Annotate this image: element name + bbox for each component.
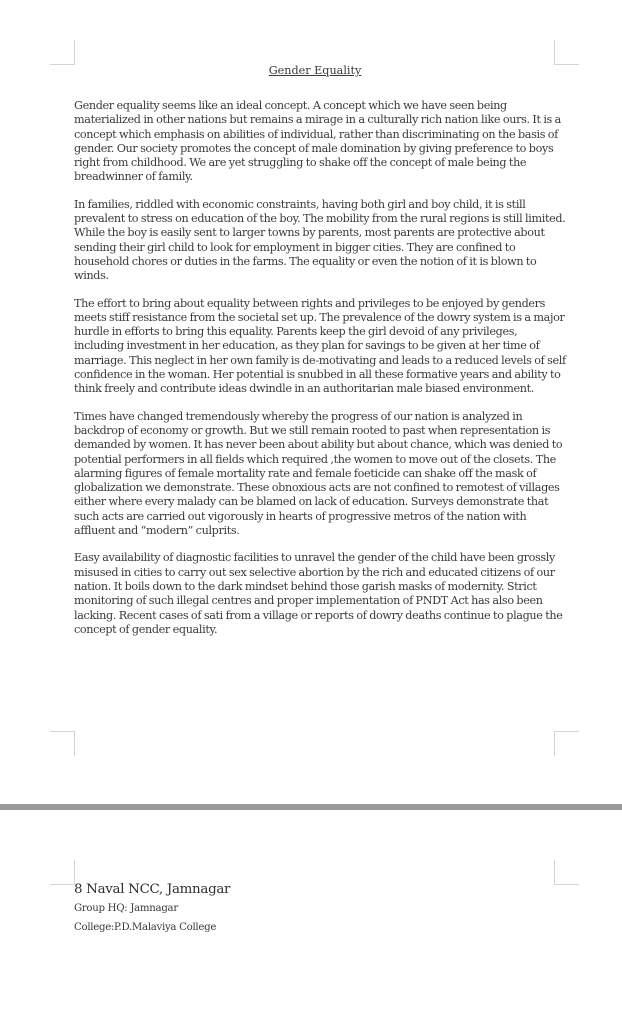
crop-mark-top-left (50, 860, 75, 885)
paragraph-5[interactable]: Easy availability of diagnostic facilities to unravel the gender of the child have been grossly misused in cities to carry out sex selective abortion by the rich and educated citizens of our nation. It boils down to the dark mindset behind those garish masks of modernity. Strict monitoring of such illegal centres and proper implementation of PNDT Act has also been lacking. Recent cases of sati from a village or reports of dowry deaths continue to plague the concept of gender equality. (74, 551, 563, 636)
unit-name[interactable]: 8 Naval NCC, Jamnagar (74, 882, 231, 897)
paragraph-3[interactable]: The effort to bring about equality between rights and privileges to be enjoyed by genders meets stiff resistance from the societal set up. The prevalence of the dowry system is a major hurdle in efforts to bring this equality. Parents keep the girl devoid of any privileges, including investment in her education, as they plan for savings to be given at her time of marriage. This neglect in her own family is de-motivating and leads to a reduced levels of self confidence in the woman. Her potential is snubbed in all these formative years and ability to think freely and contribute ideas dwindle in an authoritarian male biased environment. (74, 296, 566, 396)
document-body[interactable] (74, 99, 566, 650)
document-title: Gender Equality (268, 64, 362, 77)
crop-mark-bottom-right (554, 731, 579, 756)
crop-mark-top-right (554, 40, 579, 65)
crop-mark-top-right (554, 860, 579, 885)
college-name[interactable]: College:P.D.Malaviya College (74, 922, 217, 933)
paragraph-4[interactable]: Times have changed tremendously whereby the progress of our nation is analyzed in backdrop of economy or growth. But we still remain rooted to past when representation is demanded by women. It has never been about ability but about chance, which was denied to potential performers in all fields which required ,the women to move out of the closets. The alarming figures of female mortality rate and female foeticide can shake off the mask of globalization we demonstrate. These obnoxious acts are not confined to remotest of villages either where every malady can be blamed on lack of education. Surveys demonstrate that such acts are carried out vigorously in hearts of progressive metros of the nation with affluent and “modern” culprits. (74, 409, 563, 538)
crop-mark-top-left (50, 40, 75, 65)
crop-mark-bottom-left (50, 731, 75, 756)
group-hq[interactable]: Group HQ: Jamnagar (74, 903, 178, 914)
paragraph-2[interactable]: In families, riddled with economic constraints, having both girl and boy child, it is still prevalent to stress on education of the boy. The mobility from the rural regions is still limited. While the boy is easily sent to larger towns by parents, most parents are protective about sending their girl child to look for employment in bigger cities. They are confined to household chores or duties in the farms. The equality or even the notion of it is blown to winds. (74, 197, 566, 283)
paragraph-1[interactable]: Gender equality seems like an ideal concept. A concept which we have seen being materialized in other nations but remains a mirage in a culturally rich nation like ours. It is a concept which emphasis on abilities of individual, rather than discriminating on the basis of gender. Our society promotes the concept of male domination by giving preference to boys right from childhood. We are yet struggling to shake off the concept of male being the breadwinner of family. (74, 99, 561, 184)
unit-details[interactable] (74, 882, 230, 941)
